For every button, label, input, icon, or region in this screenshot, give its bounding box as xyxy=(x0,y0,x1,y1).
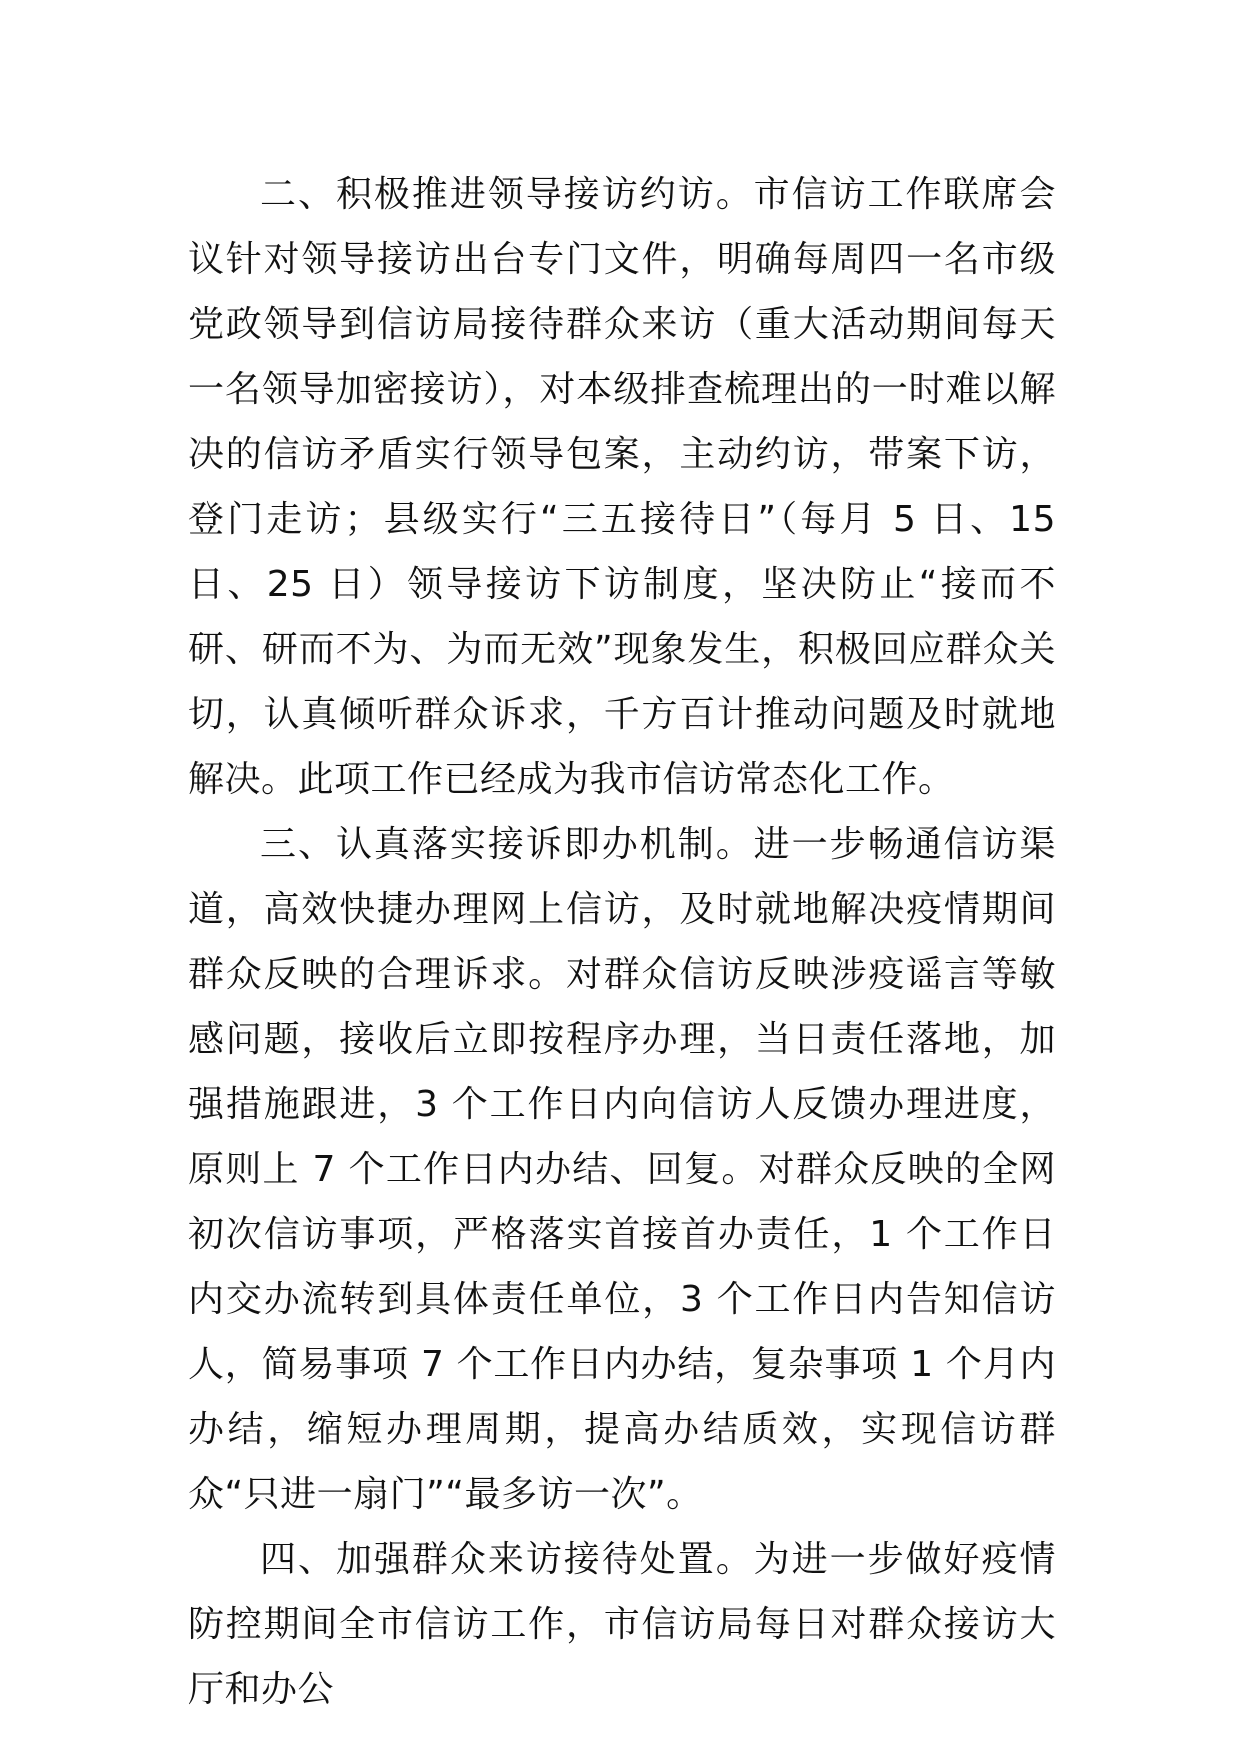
document-body xyxy=(188,162,1056,1722)
paragraph-immediate-handling: 三、认真落实接诉即办机制。进一步畅通信访渠道，高效快捷办理网上信访，及时就地解决疫情期间群众反映的合理诉求。对群众信访反映涉疫谣言等敏感问题，接收后立即按程序办理，当日责任落地，加强措施跟进，3 个工作日内向信访人反馈办理进度，原则上 7 个工作日内办结、回复。对群众反映的全网初次信访事项，严格落实首接首办责任，1 个工作日内交办流转到具体责任单位，3 个工作日内告知信访人，简易事项 7 个工作日内办结，复杂事项 1 个月内办结，缩短办理周期，提高办结质效，实现信访群众“只进一扇门”“最多访一次”。 xyxy=(188,824,1056,1515)
paragraph-leader-visits: 二、积极推进领导接访约访。市信访工作联席会议针对领导接访出台专门文件，明确每周四一名市级党政领导到信访局接待群众来访（重大活动期间每天一名领导加密接访），对本级排查梳理出的一时难以解决的信访矛盾实行领导包案，主动约访，带案下访，登门走访；县级实行“三五接待日”（每月 5 日、15 日、25 日）领导接访下访制度，坚决防止“接而不研、研而不为、为而无效”现象发生，积极回应群众关切，认真倾听群众诉求，千方百计推动问题及时就地解决。此项工作已经成为我市信访常态化工作。 xyxy=(188,174,1056,800)
paragraph-visitor-reception: 四、加强群众来访接待处置。为进一步做好疫情防控期间全市信访工作，市信访局每日对群众接访大厅和办公 xyxy=(188,1539,1056,1710)
